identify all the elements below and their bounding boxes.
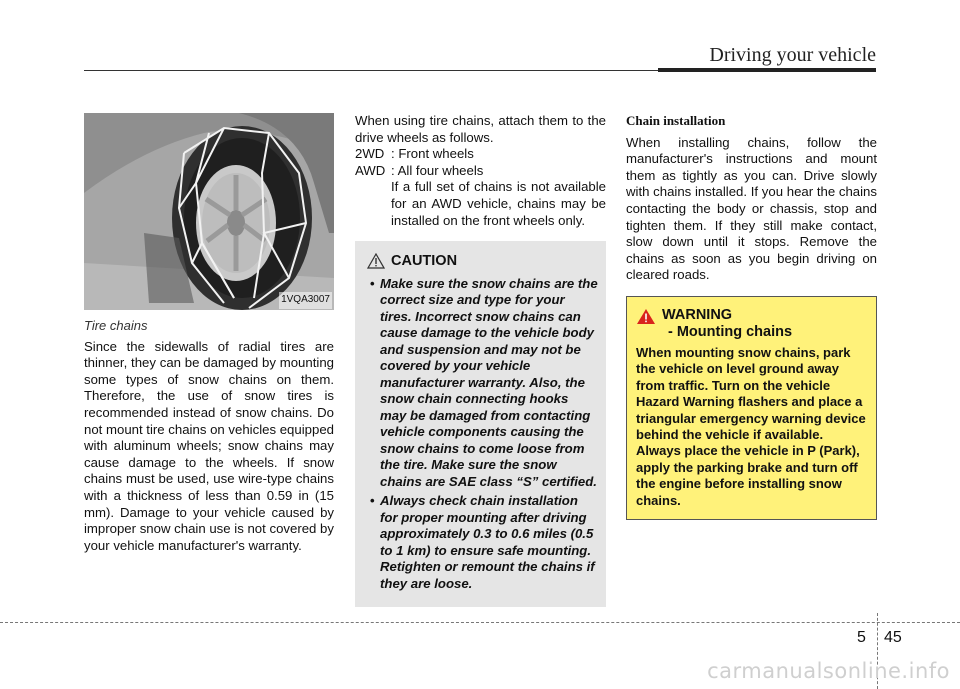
footer-rule (0, 622, 960, 623)
column-1 (84, 113, 334, 554)
warning-body: When mounting snow chains, park the vehicle on level ground away from traffic. Turn on the vehicle Hazard Warning flashers and place a triangular emergency warning device behind the vehicle if available. Always place the vehicle in P (Park), apply the parking brake and turn off the engine before installing snow chains. (636, 344, 866, 508)
page-header-title: Driving your vehicle (709, 44, 876, 66)
watermark: carmanualsonline.info (707, 659, 950, 683)
tire-chain-drawing (84, 113, 334, 310)
drive-wheels-intro: When using tire chains, attach them to the drive wheels as follows. (355, 113, 606, 145)
drive-type-label: 2WD (355, 146, 385, 162)
caution-title: CAUTION (391, 253, 458, 270)
figure-caption: Tire chains (84, 318, 148, 333)
list-item (355, 163, 606, 180)
caution-item-text: Make sure the snow chains are the correct size and type for your tires. Incorrect snow chains can cause damage to the vehicle body and suspension and may not be covered by your vehicle manufacturer warranty. Also, the snow chain connecting hooks may be damaged from contacting vehicle components causing the snow chains to come loose from the tire. Make sure the snow chains are SAE class “S” certified. (380, 275, 598, 489)
column-3 (626, 113, 877, 520)
page-number: 45 (884, 629, 902, 646)
list-item (355, 146, 606, 163)
caution-triangle-icon (367, 253, 385, 269)
tire-chains-body: Since the sidewalls of radial tires are thinner, they can be damaged by mounting some types of snow chains on them. Therefore, the use of snow tires is recommended instead of snow chains. Do not mount tire chains on vehicles equipped with aluminum wheels; snow chains may cause damage to the wheels. If snow chains must be used, use wire-type chains with a thickness of less than 0.59 in (15 mm). Damage to your vehicle caused by improper snow chain use is not covered by your vehicle manufacturer's warranty. (84, 338, 334, 553)
chapter-number: 5 (857, 629, 866, 646)
caution-item-text: Always check chain installation for proper mounting after driving approximately 0.3 to 0.6 miles (0.5 to 1 km) to ensure safe mounting. Retighten or remount the chains if they are loose. (380, 493, 595, 591)
warning-box (626, 296, 877, 520)
figure-code: 1VQA3007 (279, 292, 332, 309)
caution-box (355, 241, 606, 607)
caution-list (365, 276, 598, 593)
drive-type-value: : All four wheels (391, 162, 484, 178)
awd-note: If a full set of chains is not available for an AWD vehicle, chains may be installed on the front wheels only. (391, 179, 606, 228)
chain-installation-heading: Chain installation (626, 113, 726, 128)
tire-chains-illustration (84, 113, 334, 310)
chain-installation-body: When installing chains, follow the manufacturer's instructions and mount them as tightly as you can. Drive slowly with chains installed. If you hear the chains contacting the body or chassis, stop and tighten them. If they still make contact, slow down until it stops. Remove the chains as soon as you begin driving on cleared roads. (626, 134, 877, 283)
drive-type-label: AWD (355, 162, 386, 178)
caution-item: • Make sure the snow chains are the correct size and type for your tires. Incorrect snow chains can cause damage to the vehicle body and suspension and may not be covered by your vehicle manufacturer warranty. Also, the snow chain connecting hooks may be damaged from contacting vehicle components causing the snow chains to come loose from the tire. Make sure the snow chains are SAE class “S” certified. (370, 275, 598, 489)
drive-type-value: : Front wheels (391, 146, 474, 162)
warning-subtitle: - Mounting chains (668, 323, 793, 340)
header-rule-accent (658, 68, 876, 72)
warning-title: WARNING (662, 306, 733, 323)
column-2 (355, 113, 606, 607)
caution-item: • Always check chain installation for proper mounting after driving approximately 0.3 to 0.6 miles (0.5 to 1 km) to ensure safe mounting. Retighten or remount the chains if they are loose. (370, 493, 595, 591)
warning-triangle-icon (636, 308, 656, 325)
